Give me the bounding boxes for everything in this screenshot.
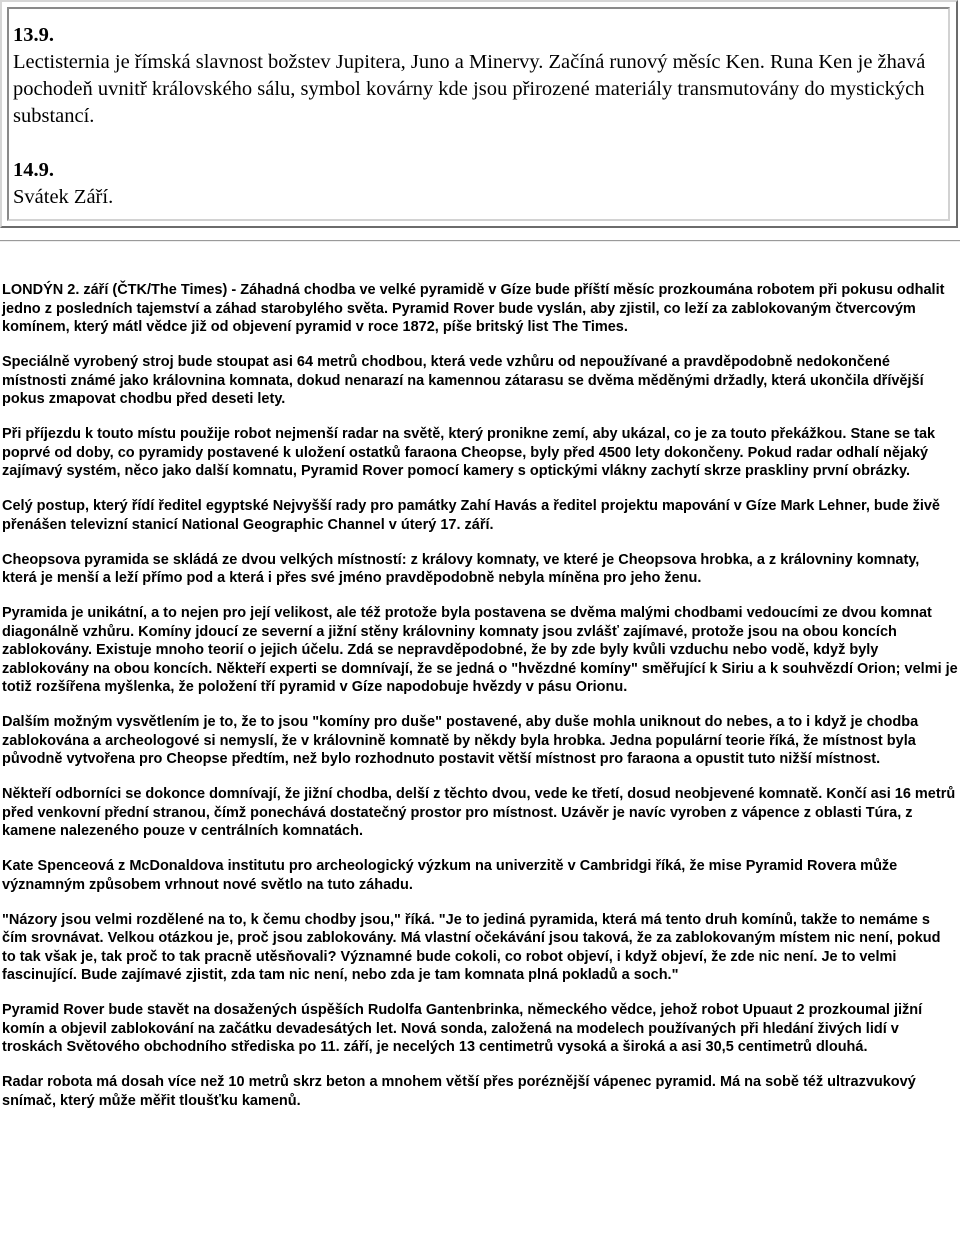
article-paragraph: Pyramid Rover bude stavět na dosažených úspěších Rudolfa Gantenbrinka, německého vědce, jehož robot Upuaut 2 prozkoumal jižní komín a objevil zablokování na začátku devadesátých let. Nová sonda, založená na modelech používaných při hledání živých lidí v troskách Světového obchodního střediska po 11. září, je necelých 13 centimetrů vysoká a široká a asi 30,5 centimetrů dlouhá. bbox=[2, 1002, 923, 1055]
calendar-date: 13.9. bbox=[13, 24, 54, 46]
news-article bbox=[2, 281, 958, 1127]
article-paragraph: "Názory jsou velmi rozdělené na to, k čemu chodby jsou," říká. "Je to jediná pyramida, která má tento druh komínů, takže to nemáme s čím srovnávat. Velkou otázkou je, proč jsou zablokovány. Má vlastní očekávání jsou taková, že za zablokovaným místem nic není, pokud to tak však je, tak proč to tak pracně utěsňovali? Významné bude cokoli, co robot objeví, i když objeví, že zde nic není. Je to velmi fascinující. Bude zajímavé zjistit, zda tam nic není, nebo zda je tam komnata plná pokladů a soch." bbox=[2, 911, 941, 983]
calendar-date: 14.9. bbox=[13, 159, 54, 181]
article-paragraph: LONDÝN 2. září (ČTK/The Times) - Záhadná chodba ve velké pyramidě v Gíze bude příští měsíc prozkoumána robotem při pokusu odhalit jedno z posledních tajemství a záhad starobylého světa. Pyramid Rover bude vyslán, aby zjistil, co leží za zablokovaným čtvercovým komínem, který mátl vědce již od objevení pyramid v roce 1872, píše britský list The Times. bbox=[2, 282, 945, 335]
article-paragraph: Pyramida je unikátní, a to nejen pro její velikost, ale též protože byla postavena se dvěma malými chodbami vedoucími ze dvou komnat diagonálně vzhůru. Komíny jdoucí ze severní a jižní stěny královniny komnaty jsou zvlášť zajímavé, protože jsou na obou koncích zablokovány. Existuje mnoho teorií o jejich účelu. Zdá se nepravděpodobné, že by zde byly kvůli vzduchu nebo vodě, když byly zablokovány na obou koncích. Někteří experti se domnívají, že se jedná o "hvězdné komíny" směřující k Siriu a k souhvězdí Orion; velmi je totiž rozšířena myšlenka, že položení tří pyramid v Gíze napodobuje hvězdy v pásu Orionu. bbox=[2, 605, 958, 695]
calendar-entry-text: Svátek Září. bbox=[13, 186, 114, 208]
article-paragraph: Někteří odborníci se dokonce domnívají, že jižní chodba, delší z těchto dvou, vede ke třetí, dosud neobjevené komnatě. Končí asi 16 metrů před venkovní přední stranou, čímž ponechává dostatečný prostor pro místnost. Uzávěr je navíc vyroben z vápence z oblasti Túra, z kamene nalezeného pouze v centrálních komnatách. bbox=[2, 786, 956, 839]
calendar-entry-text: Lectisternia je římská slavnost božstev Jupitera, Juno a Minervy. Začíná runový měsíc Ken. Runa Ken je žhavá pochodeň uvnitř královského sálu, symbol kovárny kde jsou přirozené materiály transmutovány do mystických substancí. bbox=[13, 51, 926, 127]
article-paragraph: Dalším možným vysvětlením je to, že to jsou "komíny pro duše" postavené, aby duše mohla uniknout do nebes, a to i když je chodba zablokována a archeologové si nemyslí, že v královnině komnatě by někdy byla hrobka. Jedna populární teorie říká, že místnost byla původně vytvořena pro Cheopse předtím, než bylo rozhodnuto postavit větší místnost pro faraona a opustit tuto nižší místnost. bbox=[2, 714, 919, 767]
article-paragraph: Speciálně vyrobený stroj bude stoupat asi 64 metrů chodbou, která vede vzhůru od nepoužívané a pravděpodobně nedokončené místnosti známé jako královnina komnata, dokud nenarazí na kamennou zátarasu se dvěma měděnými držadly, která ukončila dřívější pokus zmapovat chodbu před deseti lety. bbox=[2, 354, 924, 407]
article-paragraph: Kate Spenceová z McDonaldova institutu pro archeologický výzkum na univerzitě v Cambridgi říká, že mise Pyramid Rovera může významným způsobem vrhnout nové světlo na tuto záhadu. bbox=[2, 858, 898, 893]
article-paragraph: Celý postup, který řídí ředitel egyptské Nejvyšší rady pro památky Zahí Havás a ředitel projektu mapování v Gíze Mark Lehner, bude živě přenášen televizní stanicí National Geographic Channel v úterý 17. září. bbox=[2, 498, 940, 533]
article-paragraph: Radar robota má dosah více než 10 metrů skrz beton a mnohem větší přes poréznější vápenec pyramid. Má na sobě též ultrazvukový snímač, který může měřit tloušťku kamenů. bbox=[2, 1074, 916, 1109]
article-paragraph: Cheopsova pyramida se skládá ze dvou velkých místností: z královy komnaty, ve které je Cheopsova hrobka, a z královniny komnaty, která je menší a leží přímo pod a která i přes své jméno pravděpodobně nebyla míněna pro jeho ženu. bbox=[2, 551, 920, 586]
horizontal-divider bbox=[0, 240, 960, 242]
calendar-box bbox=[0, 0, 958, 228]
calendar-box-content bbox=[7, 7, 950, 221]
article-paragraph: Při příjezdu k touto místu použije robot nejmenší radar na světě, který pronikne zemí, aby ukázal, co je za touto překážkou. Stane se tak poprvé od doby, co pyramidy postavené k uložení ostatků faraona Cheopse, byly před 4500 lety dokončeny. Pokud radar odhalí nějaký zajímavý systém, něco jako další komnatu, Pyramid Rover pomocí kamery s optickými vlákny zachytí skrze praskliny první obrázky. bbox=[2, 426, 936, 479]
